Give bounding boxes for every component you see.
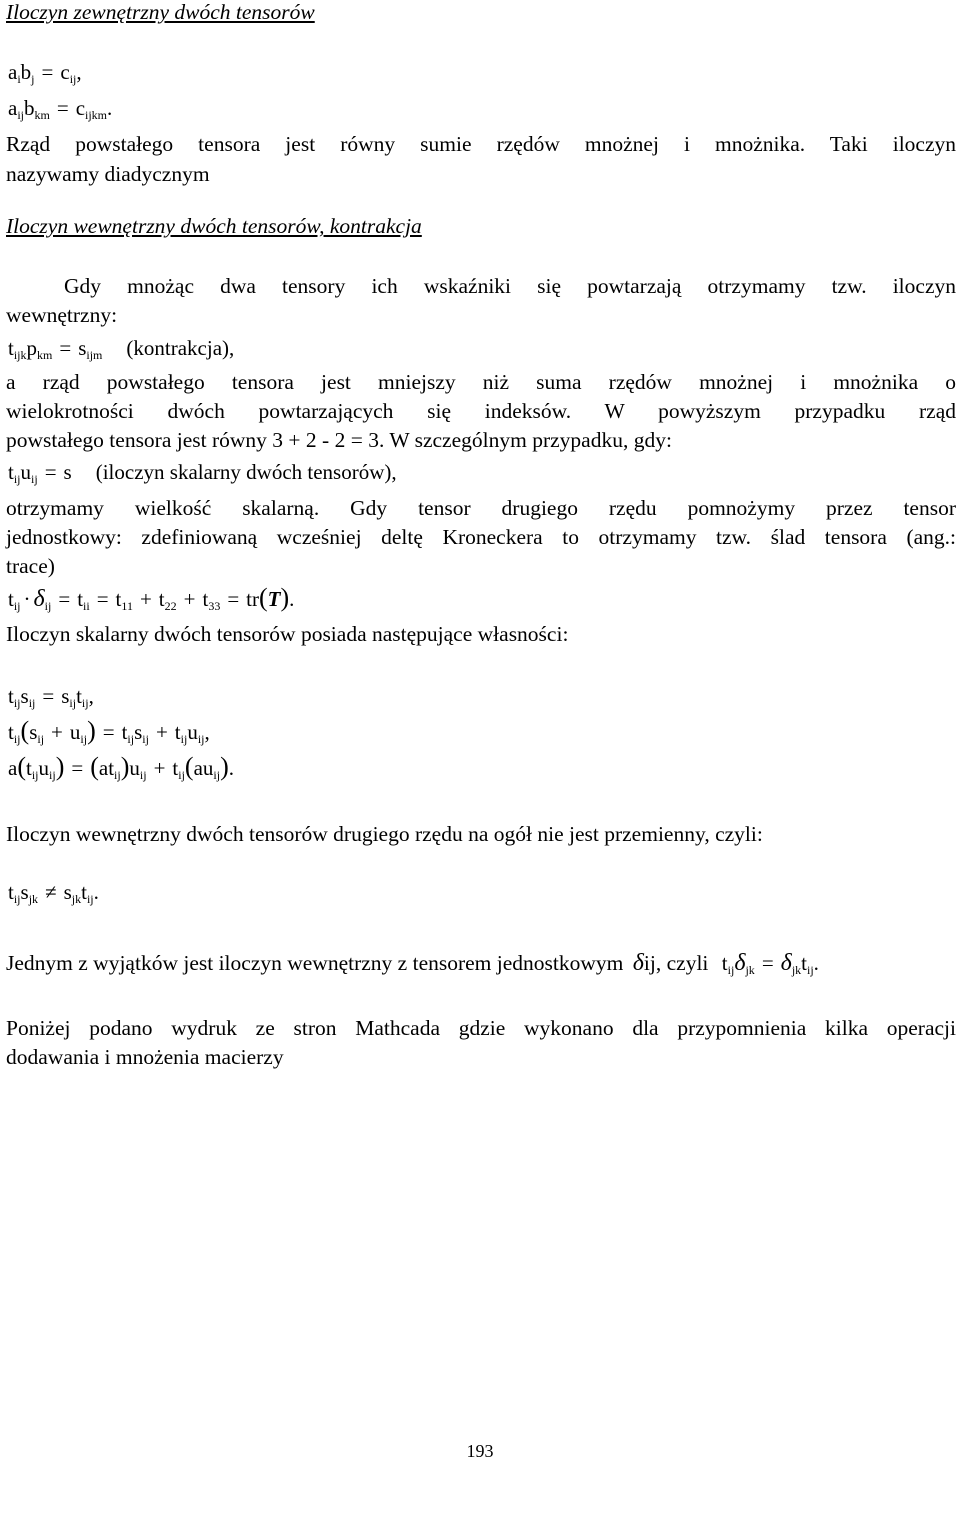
paragraph-rank-line-1: Rząd powstałego tensora jest równy sumie rzędów mnożnej i mnożnika. Taki iloczyn bbox=[6, 132, 956, 156]
paragraph-mathcad-line-1: Poniżej podano wydruk ze stron Mathcada gdzie wykonano dla przypomnienia kilka operacji bbox=[6, 1016, 956, 1040]
paragraph-contraction-line-2: wielokrotności dwóch powtarzających się indeksów. W powyższym przypadku rząd bbox=[6, 399, 956, 423]
equation-property-commutative: $t_{ij}s_{ij} = s_{ij}t_{ij}$, bbox=[8, 684, 94, 710]
equation-outer-2: $a_{ij}b_{km} = c_{ijkm}$. bbox=[8, 96, 113, 122]
equation-scalar-product: $t_{ij}u_{ij} = s$ (iloczyn skalarny dwóch tensorów), bbox=[8, 460, 397, 486]
equation-contraction: $t_{ijk}p_{km} = s_{ijm}$ (kontrakcja), bbox=[8, 336, 235, 362]
heading-inner-product: Iloczyn wewnętrzny dwóch tensorów, kontrakcja bbox=[6, 214, 422, 238]
paragraph-mathcad-line-2: dodawania i mnożenia macierzy bbox=[6, 1045, 284, 1069]
equation-property-distributive: $t_{ij}(s_{ij} + u_{ij}) = t_{ij}s_{ij} + t_{ij}u_{ij}$, bbox=[8, 716, 210, 746]
heading-outer-product: Iloczyn zewnętrzny dwóch tensorów bbox=[6, 0, 315, 24]
paragraph-scalar-line-1: otrzymamy wielkość skalarną. Gdy tensor drugiego rzędu pomnożymy przez tensor bbox=[6, 496, 956, 520]
equation-trace: $t_{ij} \cdot \delta_{ij} = t_{ii} = t_{11} + t_{22} + t_{33} = tr(T)$. bbox=[8, 583, 295, 613]
paragraph-inner-line-1: Gdy mnożąc dwa tensory ich wskaźniki się powtarzają otrzymamy tzw. iloczyn bbox=[64, 274, 956, 298]
paragraph-rank-line-2: nazywamy diadycznym bbox=[6, 162, 210, 186]
paragraph-noncommutative: Iloczyn wewnętrzny dwóch tensorów drugiego rzędu na ogół nie jest przemienny, czyli: bbox=[6, 822, 763, 846]
paragraph-properties: Iloczyn skalarny dwóch tensorów posiada następujące własności: bbox=[6, 622, 569, 646]
paragraph-exception: Jednym z wyjątków jest iloczyn wewnętrzny z tensorem jednostkowym δij, czyli $t_{ij}\delta_{jk} = \delta_{jk}t_{ij}$. bbox=[6, 950, 819, 977]
equation-property-scalar-mult: $a(t_{ij}u_{ij}) = (at_{ij})u_{ij} + t_{ij}(au_{ij})$. bbox=[8, 752, 235, 782]
paragraph-scalar-line-3: trace) bbox=[6, 554, 55, 578]
paragraph-inner-line-2: wewnętrzny: bbox=[6, 303, 118, 327]
equation-outer-1: $a_ib_j = c_{ij}$, bbox=[8, 60, 82, 86]
paragraph-contraction-line-1: a rząd powstałego tensora jest mniejszy niż suma rzędów mnożnej i mnożnika o bbox=[6, 370, 956, 394]
paragraph-scalar-line-2: jednostkowy: zdefiniowaną wcześniej deltę Kroneckera to otrzymamy tzw. ślad tensora (ang.: bbox=[6, 525, 956, 549]
paragraph-contraction-line-3: powstałego tensora jest równy 3 + 2 - 2 = 3. W szczególnym przypadku, gdy: bbox=[6, 428, 672, 452]
equation-noncommutative: $t_{ij}s_{jk} \ne s_{jk}t_{ij}$. bbox=[8, 880, 99, 906]
page-number: 193 bbox=[466, 1441, 494, 1461]
